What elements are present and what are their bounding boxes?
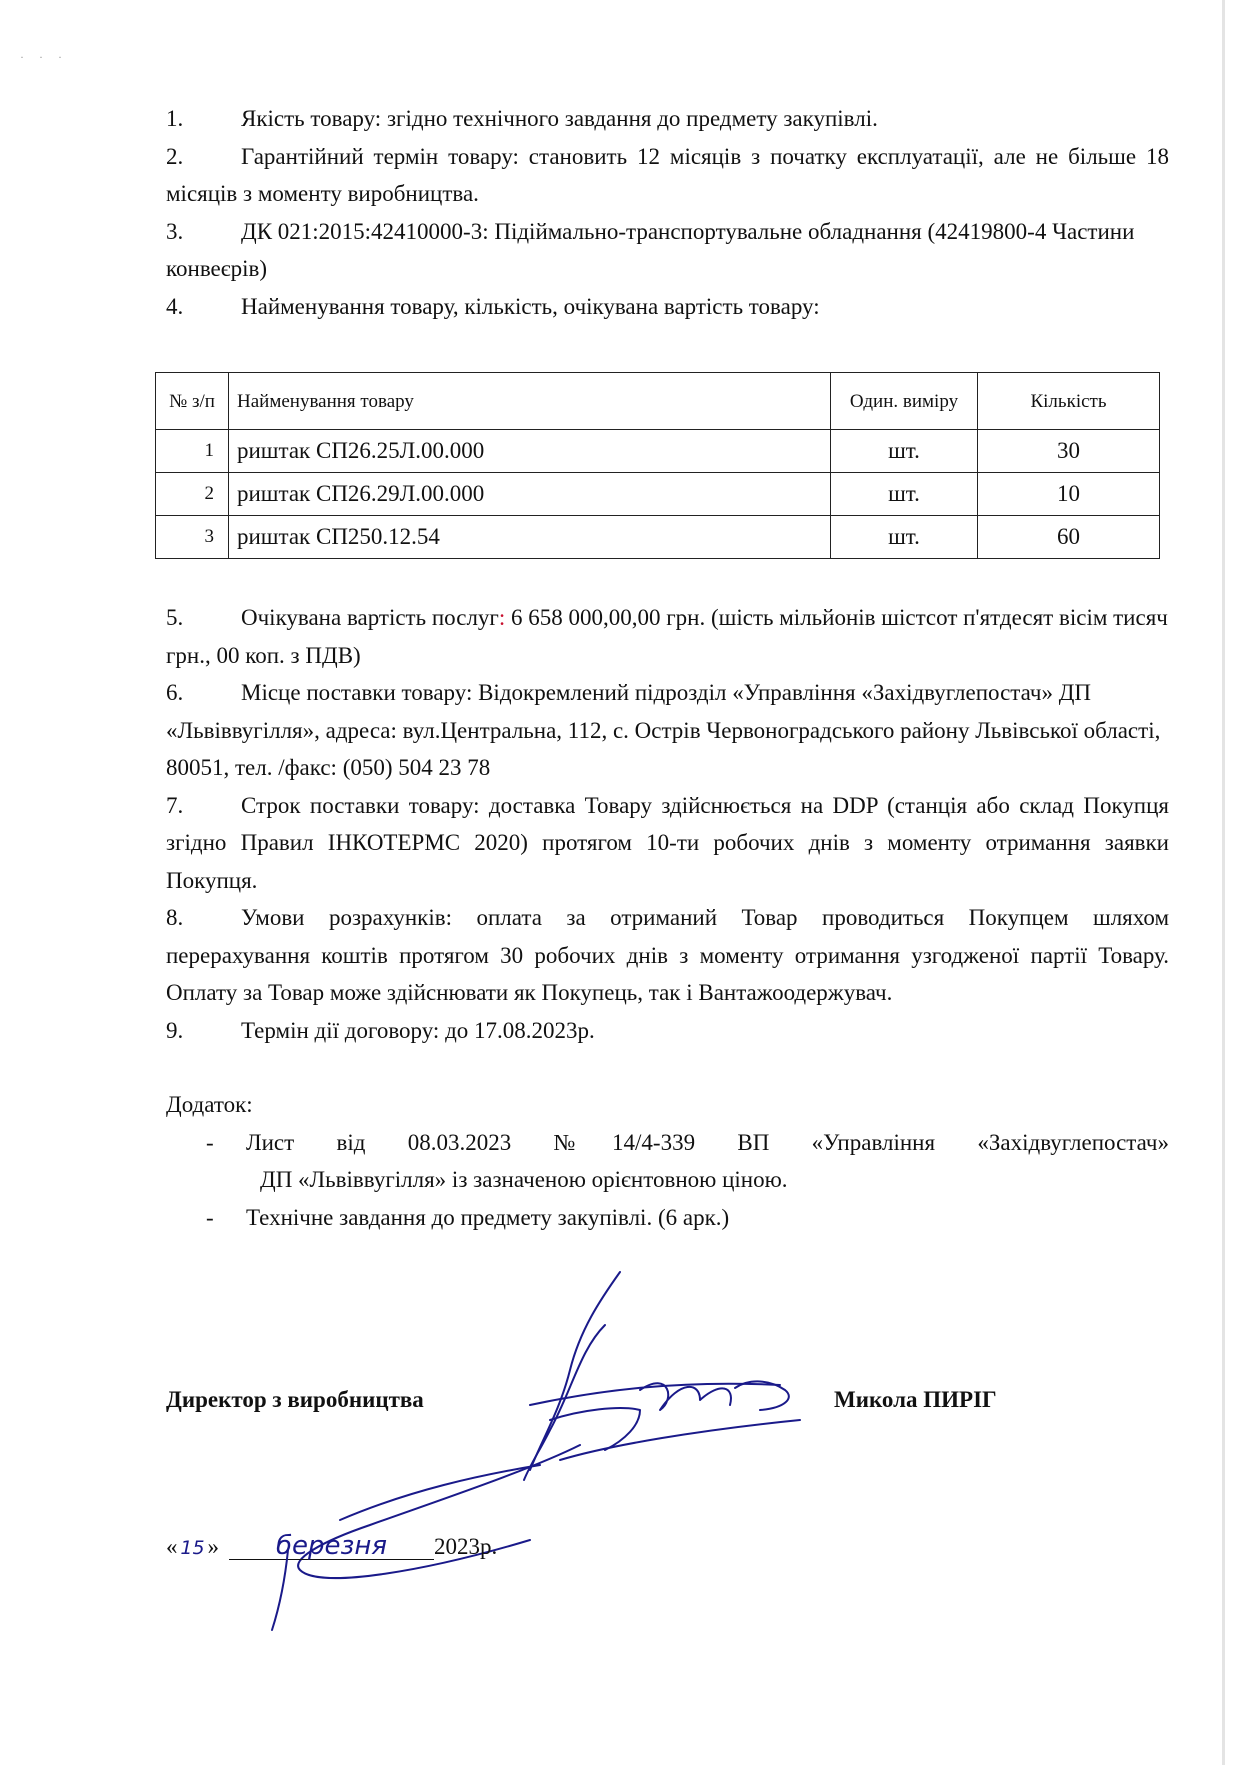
row-number: 3 (156, 516, 229, 559)
page-right-edge (1222, 0, 1225, 1765)
addendum-item (166, 1124, 1169, 1199)
header-quantity: Кількість (978, 373, 1160, 430)
row-unit: шт. (831, 473, 978, 516)
clause-6 (166, 674, 1169, 787)
addendum-title: Додаток: (166, 1092, 253, 1117)
date-open-quote: « (166, 1534, 178, 1559)
pen-stroke (272, 1550, 288, 1630)
date-month: березня (229, 1533, 434, 1560)
scan-specks: · · · (20, 50, 68, 64)
table-header-row (156, 373, 1160, 430)
bullet-dash: - (206, 1204, 214, 1230)
clause-7 (166, 787, 1169, 900)
clause-colon: : (498, 605, 506, 630)
clause-text: Умови розрахунків: оплата за отриманий Товар проводиться Покупцем шляхом перерахування коштів протягом 30 робочих днів з моменту отримання узгодженої партії Товару. Оплату за Товар може здійснювати як Покупець, так і Вантажоодержувач. (166, 905, 1169, 1005)
header-name: Найменування товару (229, 373, 831, 430)
bullet-dash: - (206, 1129, 214, 1155)
clause-9 (166, 1012, 1169, 1050)
clause-label: Очікувана вартість послуг (241, 605, 499, 630)
clause-number: 5. (166, 605, 184, 630)
row-quantity: 30 (978, 430, 1160, 473)
date-close-quote: » (207, 1534, 219, 1559)
header-number: № з/п (156, 373, 229, 430)
row-number: 2 (156, 473, 229, 516)
document-body (166, 100, 1169, 1236)
clause-text: 6 658 000,00,00 грн. (шість мільйонів шістсот п'ятдесят вісім тисяч грн., 00 коп. з ПДВ) (166, 605, 1168, 668)
signature-stroke (560, 1420, 800, 1460)
clause-1 (166, 100, 1169, 138)
clause-number: 7. (166, 792, 184, 818)
row-name: риштак СП250.12.54 (229, 516, 831, 559)
clause-number: 6. (166, 680, 184, 705)
clause-number: 3. (166, 218, 184, 244)
clause-number: 9. (166, 1017, 184, 1043)
addendum-text (246, 1124, 1169, 1199)
clause-8 (166, 899, 1169, 1012)
date-year: 2023р. (434, 1534, 498, 1559)
signatory-position: Директор з виробництва (166, 1387, 424, 1412)
signature-stroke (524, 1325, 605, 1480)
signature-stroke (735, 1381, 789, 1410)
date-line (166, 1532, 497, 1563)
clause-text: Найменування товару, кількість, очікувана вартість товару: (241, 293, 820, 319)
signature-stroke (340, 1465, 540, 1520)
date-day: 15 (180, 1537, 205, 1559)
clause-number: 4. (166, 293, 184, 319)
clause-text: ДК 021:2015:42410000-3: Підіймально-транспортувальне обладнання (42419800-4 Частини конвеєрів) (166, 218, 1135, 281)
goods-table-wrapper (155, 372, 1160, 559)
spacer (166, 1049, 1169, 1086)
clause-number: 1. (166, 106, 184, 131)
addendum-item (166, 1199, 1169, 1237)
clause-text: Строк поставки товару: доставка Товару здійснюється на DDP (станція або склад Покупця згідно Правил ІНКОТЕРМС 2020) протягом 10-ти робочих днів з моменту отримання заявки Покупця. (166, 792, 1169, 893)
row-unit: шт. (831, 430, 978, 473)
clause-4 (166, 288, 1169, 326)
clause-text: Місце поставки товару: Відокремлений підрозділ «Управління «Західвуглепостач» ДП «Львіввугілля», адреса: вул.Центральна, 112, с. Острів Червоноградського району Львівської області, 80051, тел. /факс: (050) 504 23 78 (166, 680, 1161, 780)
addendum-line: ДП «Львіввугілля» із зазначеною орієнтовною ціною. (260, 1167, 788, 1192)
clause-text: Гарантійний термін товару: становить 12 місяців з початку експлуатації, але не більше 18 місяців з моменту виробництва. (166, 143, 1169, 206)
goods-table (155, 372, 1160, 559)
table-row (156, 473, 1160, 516)
clause-number: 8. (166, 905, 184, 930)
table-row (156, 430, 1160, 473)
row-number: 1 (156, 430, 229, 473)
clause-5 (166, 599, 1169, 674)
header-unit: Один. виміру (831, 373, 978, 430)
clause-text: Термін дії договору: до 17.08.2023р. (241, 1017, 595, 1043)
table-row (156, 516, 1160, 559)
signatory-name: Микола ПИРІГ (834, 1387, 997, 1412)
row-name: риштак СП26.25Л.00.000 (229, 430, 831, 473)
row-name: риштак СП26.29Л.00.000 (229, 473, 831, 516)
row-quantity: 10 (978, 473, 1160, 516)
clause-text: Якість товару: згідно технічного завдання до предмету закупівлі. (241, 106, 878, 131)
addendum-line: Лист від 08.03.2023 №14/4-339 ВП «Управління «Західвуглепостач» (246, 1129, 1169, 1155)
row-unit: шт. (831, 516, 978, 559)
row-quantity: 60 (978, 516, 1160, 559)
clause-number: 2. (166, 143, 184, 169)
addendum-line: Технічне завдання до предмету закупівлі. (6 арк.) (246, 1204, 730, 1230)
clause-3 (166, 213, 1169, 288)
clause-2 (166, 138, 1169, 213)
pen-tail-stroke (260, 1545, 310, 1635)
